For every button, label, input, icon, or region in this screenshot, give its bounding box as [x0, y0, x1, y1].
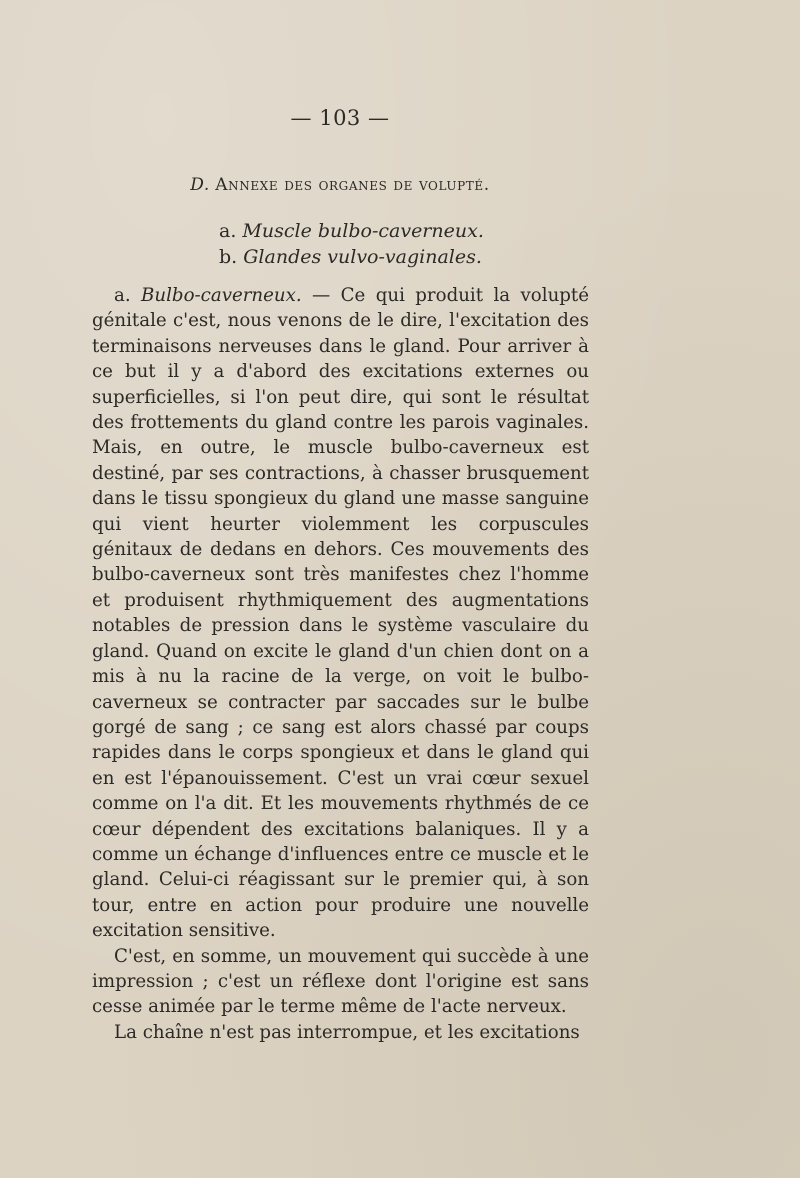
page-number: — 103 — [290, 106, 390, 130]
paragraph-lead-italic: Bulbo-caverneux. [141, 285, 302, 306]
subsection-list [219, 218, 484, 270]
section-heading [0, 175, 680, 195]
subsection-label: Glandes vulvo-vaginales. [243, 246, 482, 268]
subsection-prefix: b. [219, 246, 238, 268]
section-letter: D. [190, 175, 210, 195]
paragraph: C'est, en somme, un mouvement qui succède à une impression ; c'est un réflexe dont l'origine est sans cesse animée par le terme même de l'acte nerveux. [92, 945, 589, 1018]
subsection-prefix: a. [219, 220, 237, 242]
body-text [92, 283, 589, 1045]
section-title-text: Annexe des organes de volupté. [215, 175, 490, 195]
paragraph [92, 283, 589, 944]
subsection-item [219, 244, 484, 270]
subsection-item [219, 218, 484, 244]
paragraph-text: — Ce qui produit la volupté génitale c'est, nous venons de le dire, l'excitation des terminaisons nerveuses dans le gland. Pour arriver à ce but il y a d'abord des excitations externes ou superficielles, si l'on peut dire, qui sont le résultat des frottements du gland contre les parois vaginales. Mais, en outre, le muscle bulbo-caverneux est destiné, par ses contractions, à chasser brusquement dans le tissu spongieux du gland une masse sanguine qui vient heurter violemment les corpuscules génitaux de dedans en dehors. Ces mouvements des bulbo-caverneux sont très manifestes chez l'homme et produisent rhythmiquement des augmentations notables de pression dans le système vasculaire du gland. Quand on excite le gland d'un chien dont on a mis à nu la racine de la verge, on voit le bulbo-caverneux se contracter par saccades sur le bulbe gorgé de sang ; ce sang est alors chassé par coups rapides dans le corps spongieux et dans le gland qui en est l'épanouissement. C'est un vrai cœur sexuel comme on l'a dit. Et les mouvements rhythmés de ce cœur dépendent des excitations balaniques. Il y a comme un échange d'influences entre ce muscle et le gland. Celui-ci réagissant sur le premier qui, à son tour, entre en action pour produire une nouvelle excitation sensitive. [92, 285, 589, 942]
subsection-label: Muscle bulbo-caverneux. [242, 220, 484, 242]
paragraph-lead: a. [114, 285, 131, 306]
paragraph: La chaîne n'est pas interrompue, et les excitations [114, 1021, 580, 1043]
